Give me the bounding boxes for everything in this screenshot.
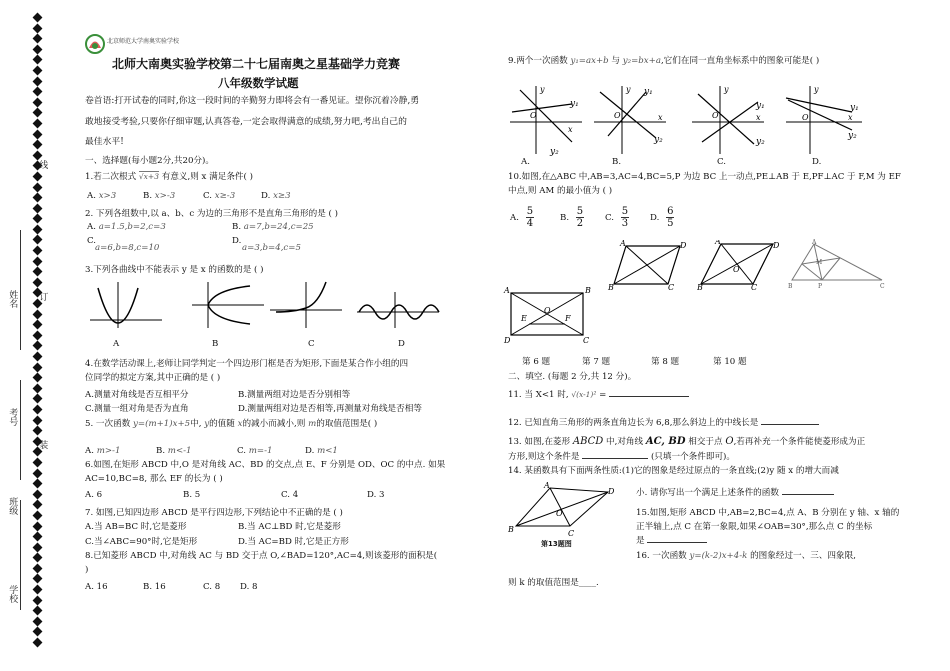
- diamond-mark: [33, 383, 43, 393]
- school-logo-icon: [84, 33, 106, 55]
- diamond-mark: [33, 341, 43, 351]
- q6-stem-1: 6.如图,在矩形 ABCD 中,O 是对角线 AC、BD 的交点,点 E、F 分别是 OD、OC 的中点. 如果: [85, 460, 446, 470]
- svg-text:x: x: [568, 125, 573, 134]
- svg-text:D: D: [680, 241, 687, 250]
- diamond-mark: [33, 489, 43, 499]
- fig-caption-q6: 第 6 题: [522, 357, 551, 367]
- svg-text:C: C: [751, 283, 758, 290]
- svg-text:B: B: [585, 286, 591, 295]
- svg-text:O: O: [733, 265, 740, 274]
- q2-option-d[interactable]: a=3,b=4,c=5: [242, 243, 301, 253]
- svg-text:x: x: [658, 113, 663, 122]
- diamond-mark: [33, 214, 43, 224]
- diamond-mark: [33, 521, 43, 531]
- q9-graph-d[interactable]: [782, 82, 866, 157]
- q3-graph-d[interactable]: [355, 290, 441, 330]
- svg-text:x: x: [756, 113, 761, 122]
- q9-label-c: C.: [717, 157, 727, 167]
- q8-option-c[interactable]: C. 8: [203, 582, 221, 592]
- diamond-mark: [33, 235, 43, 245]
- svg-text:A: A: [620, 240, 626, 248]
- q1-option-c[interactable]: C. x≥-3: [203, 191, 236, 201]
- svg-text:y₂: y₂: [756, 137, 765, 147]
- diamond-mark: [33, 246, 43, 256]
- q4-stem-2: 位同学的拟定方案,其中正确的是 ( ): [85, 373, 221, 383]
- q9-stem: 9.两个一次函数 y₁=ax+b 与 y₂=bx+a,它们在同一直角坐标系中的图象可能是( ): [508, 56, 820, 66]
- diamond-mark: [33, 55, 43, 65]
- binding-line: [20, 500, 21, 610]
- q15-line-2: 正半轴上,点 C 在第一象限,如果∠OAB=30°,那么点 C 的坐标: [636, 522, 873, 532]
- diamond-mark: [33, 23, 43, 33]
- diamond-mark: [33, 171, 43, 181]
- svg-text:C: C: [880, 283, 885, 290]
- diamond-mark: [33, 638, 43, 648]
- q6-figure: [503, 285, 593, 345]
- svg-text:y: y: [626, 85, 631, 94]
- diamond-mark: [33, 97, 43, 107]
- q14-line-1: 14. 某函数具有下面两条性质:(1)它的图象是经过原点的一条直线;(2)y 随 x 的增大而减: [508, 466, 839, 476]
- q2-stem: 2. 下列各组数中,以 a、b、c 为边的三角形不是直角三角形的是 ( ): [85, 209, 338, 219]
- svg-text:F: F: [565, 314, 571, 323]
- svg-text:O: O: [530, 111, 537, 120]
- svg-text:A: A: [812, 239, 817, 246]
- q10-stem-2: 中点,则 AM 的最小值为 ( ): [508, 186, 613, 196]
- fig-caption-q8: 第 8 题: [651, 357, 680, 367]
- diamond-mark: [33, 13, 43, 23]
- q8-option-b[interactable]: B. 16: [143, 582, 166, 592]
- diamond-mark: [33, 277, 43, 287]
- diamond-mark: [33, 563, 43, 573]
- diamond-mark: [33, 193, 43, 203]
- preface-line-3: 最佳水平!: [85, 137, 124, 147]
- svg-text:y₁: y₁: [644, 87, 653, 97]
- diamond-mark: [33, 108, 43, 118]
- q6-option-b[interactable]: B. 5: [183, 490, 201, 500]
- q5-option-d[interactable]: D. m<1: [305, 446, 338, 456]
- svg-text:D: D: [608, 487, 615, 496]
- q10-figure: [788, 238, 888, 290]
- svg-text:P: P: [818, 283, 823, 290]
- diamond-mark: [33, 150, 43, 160]
- svg-text:C: C: [583, 336, 590, 345]
- q3-stem: 3.下列各曲线中不能表示 y 是 x 的函数的是 ( ): [85, 265, 264, 275]
- seal-char-order: 订: [37, 292, 48, 301]
- q6-stem-2: AC=10,BC=8, 那么 EF 的长为 ( ): [85, 474, 223, 484]
- seal-char-bind: 装: [37, 440, 48, 449]
- q9-graph-a[interactable]: [506, 82, 586, 157]
- diamond-mark: [33, 426, 43, 436]
- diamond-mark: [33, 203, 43, 213]
- diamond-mark: [33, 66, 43, 76]
- q9-label-b: B.: [612, 157, 622, 167]
- name-label: 姓名: [7, 290, 18, 308]
- q6-option-d[interactable]: D. 3: [367, 490, 385, 500]
- section2-heading: 二、填空. (每题 2 分,共 12 分)。: [508, 372, 637, 382]
- q13-figure: [508, 482, 618, 538]
- diamond-mark: [33, 267, 43, 277]
- q4-stem-1: 4.在数学活动课上,老师让同学判定一个四边形门框是否为矩形,下面是某合作小组的四: [85, 359, 409, 369]
- paper-title: 八年级数学试题: [218, 76, 299, 90]
- exam-no-label: 考号: [7, 408, 18, 426]
- diamond-mark: [33, 320, 43, 330]
- q16-line-1: 16. 一次函数 y=(k-2)x+4-k 的图象经过一、三、四象限,: [636, 551, 856, 561]
- svg-text:B: B: [508, 525, 514, 534]
- svg-text:O: O: [712, 111, 719, 120]
- q6-option-c[interactable]: C. 4: [281, 490, 299, 500]
- q13-line-1: 13. 如图,在菱形 ABCD 中,对角线 AC, BD 相交于点 O,若再补充一个条件能使菱形成为正: [508, 436, 866, 447]
- diamond-mark: [33, 256, 43, 266]
- q1-radical: √x+3: [138, 172, 159, 181]
- q8-option-d[interactable]: D. 8: [240, 582, 258, 592]
- q10-option-d[interactable]: D. $\frac{6}{5}$: [650, 206, 674, 229]
- diamond-mark: [33, 468, 43, 478]
- diamond-mark: [33, 352, 43, 362]
- q15-answer-blank[interactable]: [647, 542, 707, 543]
- q1-option-d[interactable]: D. x≥3: [261, 191, 291, 201]
- q1-option-b[interactable]: B. x>-3: [143, 191, 176, 201]
- diamond-mark: [33, 373, 43, 383]
- diamond-mark: [33, 585, 43, 595]
- q13-line-2: 方形,则这个条件是 (只填一个条件即可)。: [508, 452, 736, 462]
- q3-label-d: D: [398, 339, 405, 349]
- svg-text:y₁: y₁: [756, 101, 765, 111]
- q12: 12. 已知直角三角形的两条直角边长为 6,8,那么斜边上的中线长是: [508, 418, 819, 429]
- fig-caption-q10: 第 10 题: [713, 357, 747, 367]
- q7-figure: [606, 240, 688, 290]
- binding-line: [20, 380, 21, 480]
- q15-line-1: 15.如图,矩形 ABCD 中,AB=2,BC=4,点 A、B 分别在 y 轴、x 轴的: [636, 508, 900, 518]
- diamond-mark: [33, 616, 43, 626]
- q13-answer-blank[interactable]: [582, 458, 648, 459]
- q4-option-d[interactable]: D.测量两组对边是否相等,再测量对角线是否相等: [238, 404, 422, 414]
- diamond-mark: [33, 595, 43, 605]
- svg-text:O: O: [802, 113, 809, 122]
- q13-figure-caption: 第13题图: [541, 540, 572, 548]
- diamond-mark: [33, 532, 43, 542]
- svg-text:O: O: [544, 306, 551, 315]
- svg-text:y₂: y₂: [848, 131, 857, 141]
- diamond-mark: [33, 510, 43, 520]
- svg-text:C: C: [668, 283, 675, 290]
- q3-graph-c[interactable]: [268, 280, 344, 330]
- q8-option-a[interactable]: A. 16: [85, 582, 108, 592]
- diamond-mark: [33, 76, 43, 86]
- q5-stem: 5. 一次函数 y=(m+1)x+5中, y的值随 x的减小而减小,则 m的取值范围是( ): [85, 419, 378, 429]
- q3-graph-a[interactable]: [88, 280, 164, 330]
- q9-label-a: A.: [521, 157, 530, 167]
- diamond-mark: [33, 182, 43, 192]
- diamond-mark: [33, 140, 43, 150]
- svg-text:B: B: [608, 283, 614, 290]
- q2-option-c-label: C.: [87, 236, 97, 246]
- diamond-mark: [33, 542, 43, 552]
- svg-text:y: y: [724, 85, 729, 94]
- diamond-mark: [33, 627, 43, 637]
- svg-text:A: A: [544, 482, 550, 490]
- svg-text:D: D: [504, 336, 511, 345]
- q6-option-a[interactable]: A. 6: [85, 490, 103, 500]
- svg-text:B: B: [697, 283, 703, 290]
- q9-label-d: D.: [812, 157, 822, 167]
- svg-text:O: O: [556, 509, 563, 518]
- q7-option-d[interactable]: D.当 AC=BD 时,它是正方形: [238, 537, 349, 547]
- q2-option-a[interactable]: A. a=1.5,b=2,c=3: [87, 222, 166, 232]
- diamond-mark: [33, 457, 43, 467]
- diamond-mark: [33, 309, 43, 319]
- q2-option-b[interactable]: B. a=7,b=24,c=25: [232, 222, 314, 232]
- svg-text:y₂: y₂: [654, 135, 663, 145]
- svg-text:y: y: [814, 85, 819, 94]
- preface-line-1: 卷首语:打开试卷的同时,你这一段时间的辛勤努力即将会有一番见证。望你沉着冷静,勇: [85, 96, 420, 106]
- q7-option-c[interactable]: C.当∠ABC=90°时,它是矩形: [85, 537, 198, 547]
- diamond-mark: [33, 479, 43, 489]
- q10-option-b[interactable]: B. $\frac{5}{2}$: [560, 206, 584, 229]
- svg-text:M: M: [816, 259, 823, 266]
- svg-text:D: D: [773, 241, 779, 250]
- school-title: 北师大南奥实验学校第二十七届南奥之星基础学力竞赛: [112, 57, 401, 71]
- q14-line-2: 小. 请你写出一个满足上述条件的函数: [636, 488, 834, 499]
- svg-text:A: A: [715, 240, 721, 246]
- svg-text:A: A: [504, 286, 510, 295]
- diamond-mark: [33, 44, 43, 54]
- preface-line-2: 敢地接受考验,只要你仔细审题,认真答卷,一定会取得满意的成绩,努力吧,考出自己的: [85, 117, 407, 127]
- q7-option-a[interactable]: A.当 AB=BC 时,它是菱形: [85, 522, 187, 532]
- svg-text:y₂: y₂: [550, 147, 559, 157]
- q11: 11. 当 X<1 时, √(x-1)² =: [508, 390, 689, 401]
- q3-graph-b[interactable]: [190, 280, 266, 330]
- diamond-mark: [33, 34, 43, 44]
- q1-option-a[interactable]: A. x>3: [87, 191, 117, 201]
- q11-answer-blank[interactable]: [609, 396, 689, 397]
- q1-stem: 1.若二次根式 √x+3 有意义,则 x 满足条件( ): [85, 172, 253, 182]
- diamond-mark: [33, 118, 43, 128]
- svg-text:E: E: [521, 314, 527, 323]
- q12-answer-blank[interactable]: [761, 424, 819, 425]
- diamond-mark: [33, 87, 43, 97]
- q9-graph-b[interactable]: [590, 82, 670, 157]
- svg-text:y₁: y₁: [850, 103, 859, 113]
- q16-line-2[interactable]: 则 k 的取值范围是____.: [508, 578, 599, 588]
- class-label: 班级: [7, 497, 18, 515]
- q3-label-b: B: [212, 339, 219, 349]
- diamond-mark: [33, 330, 43, 340]
- q8-stem-2: ): [85, 565, 89, 575]
- q3-label-a: A: [113, 339, 120, 349]
- svg-text:y: y: [540, 85, 545, 94]
- binding-line: [20, 230, 21, 350]
- diamond-mark: [33, 394, 43, 404]
- svg-text:y₁: y₁: [570, 99, 579, 109]
- q3-label-c: C: [308, 339, 315, 349]
- diamond-mark: [33, 574, 43, 584]
- diamond-mark: [33, 405, 43, 415]
- section1-heading: 一、选择题(每小题2分,共20分)。: [85, 156, 214, 166]
- q10-option-c[interactable]: C. $\frac{5}{3}$: [605, 206, 629, 229]
- q2-option-c[interactable]: a=6,b=8,c=10: [95, 243, 160, 253]
- q8-figure: [697, 240, 779, 290]
- svg-text:x: x: [848, 113, 853, 122]
- diamond-mark: [33, 606, 43, 616]
- q5-option-b[interactable]: B. m<-1: [156, 446, 192, 456]
- q2-option-d-label: D.: [232, 236, 242, 246]
- q4-option-c[interactable]: C.测量一组对角是否为直角: [85, 404, 189, 414]
- q15-line-3: 是: [636, 536, 707, 547]
- q5-option-a[interactable]: A. m>-1: [85, 446, 121, 456]
- svg-text:O: O: [614, 111, 621, 120]
- seal-char-line: 线: [37, 160, 48, 169]
- fig-caption-q7: 第 7 题: [582, 357, 611, 367]
- diamond-mark: [33, 415, 43, 425]
- q4-option-b[interactable]: B.测量两组对边是否分别相等: [238, 390, 351, 400]
- diamond-mark: [33, 553, 43, 563]
- q14-answer-blank[interactable]: [782, 494, 834, 495]
- q9-graph-c[interactable]: [688, 82, 768, 157]
- q7-stem: 7. 如图,已知四边形 ABCD 是平行四边形,下列结论中不正确的是 ( ): [85, 508, 343, 518]
- q5-option-c[interactable]: C. m=-1: [237, 446, 273, 456]
- binding-diamond-border: [33, 14, 43, 650]
- q10-option-a[interactable]: A. $\frac{5}{4}$: [510, 206, 534, 229]
- q10-stem-1: 10.如图,在△ABC 中,AB=3,AC=4,BC=5,P 为边 BC 上一动点,PE⊥AB 于 E,PF⊥AC 于 F,M 为 EF: [508, 172, 901, 182]
- svg-text:B: B: [788, 283, 793, 290]
- diamond-mark: [33, 500, 43, 510]
- logo-text: 北京师范大学南奥实验学校: [107, 38, 180, 45]
- diamond-mark: [33, 362, 43, 372]
- q7-option-b[interactable]: B.当 AC⊥BD 时,它是菱形: [238, 522, 341, 532]
- svg-text:C: C: [568, 529, 575, 538]
- diamond-mark: [33, 129, 43, 139]
- diamond-mark: [33, 224, 43, 234]
- q4-option-a[interactable]: A.测量对角线是否互相平分: [85, 390, 189, 400]
- school-label: 学校: [7, 585, 18, 603]
- q8-stem-1: 8.已知菱形 ABCD 中,对角线 AC 与 BD 交于点 O,∠BAD=120°,AC=4,则该菱形的面积是(: [85, 551, 438, 561]
